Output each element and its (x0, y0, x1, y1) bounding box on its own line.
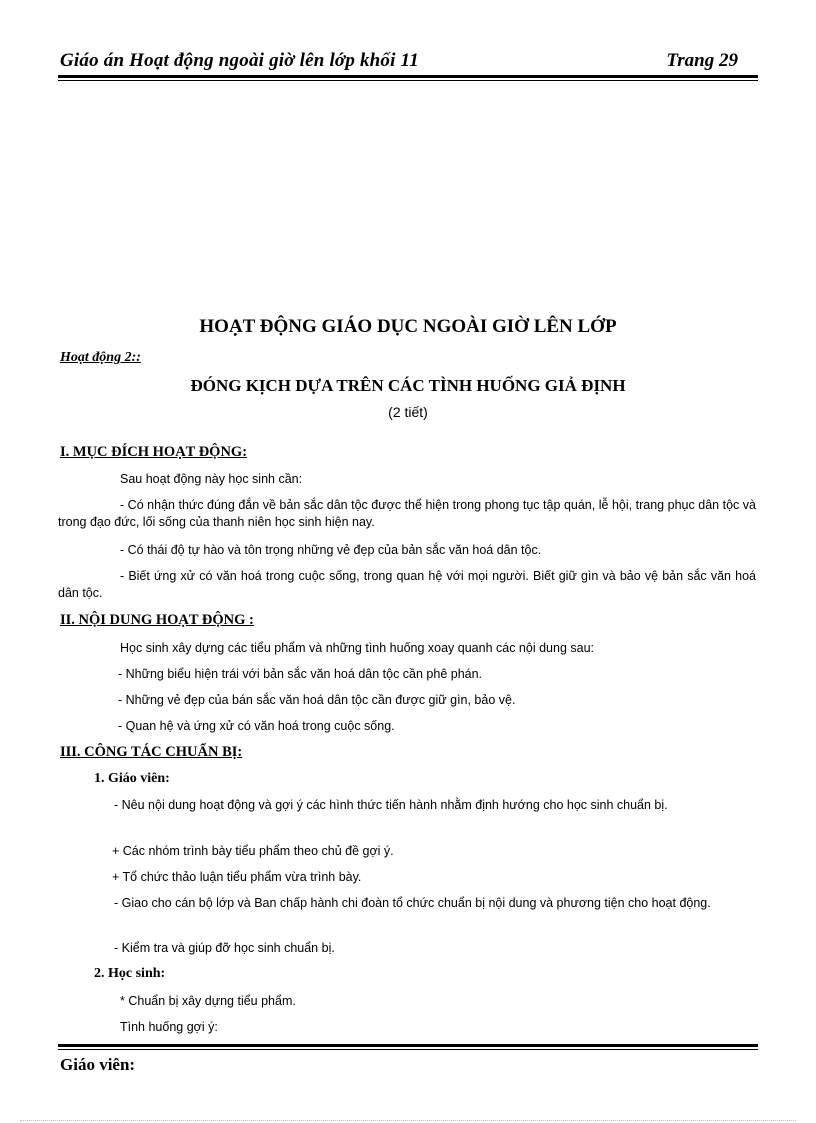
teacher-subheading: 1. Giáo viên: (94, 771, 170, 786)
section-2-heading: II. NỘI DUNG HOẠT ĐỘNG : (60, 612, 254, 628)
activity-title: ĐÓNG KỊCH DỰA TRÊN CÁC TÌNH HUỐNG GIẢ ĐỊNH (190, 376, 626, 395)
section-2-point-3: - Quan hệ và ứng xử có văn hoá trong cuộc sống. (118, 719, 395, 733)
duration-note: (2 tiết) (388, 404, 428, 420)
student-task-2: Tình huống gợi ý: (120, 1020, 218, 1034)
teacher-task-5: - Kiểm tra và giúp đỡ học sinh chuẩn bị. (114, 941, 335, 955)
activity-label: Hoạt động 2:: (60, 350, 141, 365)
section-3-heading: III. CÔNG TÁC CHUẨN BỊ: (60, 744, 243, 760)
teacher-task-1: - Nêu nội dung hoạt động và gợi ý các hình thức tiến hành nhằm định hướng cho học sinh chuẩn bị. (114, 798, 668, 812)
header-rule-thick (58, 75, 758, 78)
header-rule-thin (58, 80, 758, 81)
section-1-intro: Sau hoạt động này học sinh cần: (120, 472, 303, 486)
section-1-point-2: - Có thái độ tự hào và tôn trọng những vẻ đẹp của bản sắc văn hoá dân tộc. (120, 543, 542, 557)
section-2-intro: Học sinh xây dựng các tiểu phẩm và những tình huống xoay quanh các nội dung sau: (120, 641, 594, 655)
page-bottom-edge (20, 1120, 796, 1122)
student-task-1: * Chuẩn bị xây dựng tiểu phẩm. (120, 994, 296, 1008)
teacher-task-2: + Các nhóm trình bày tiểu phẩm theo chủ đề gợi ý. (112, 844, 394, 858)
footer-rule-thick (58, 1044, 758, 1047)
footer-rule-thin (58, 1049, 758, 1050)
header-page-number: Trang 29 (666, 50, 738, 71)
section-2-point-2: - Những vẻ đẹp của bán sắc văn hoá dân tộc cần được giữ gìn, bảo vệ. (118, 693, 516, 707)
header-title: Giáo án Hoạt động ngoài giờ lên lớp khối 11 (60, 50, 419, 71)
section-1-point-3: - Biết ứng xử có văn hoá trong cuộc sống, trong quan hệ với mọi người. Biết giữ gìn và bảo vệ bản sắc văn hoá dân tộc. (58, 569, 756, 600)
student-subheading: 2. Học sinh: (94, 966, 166, 981)
teacher-task-3: + Tổ chức thảo luận tiểu phẩm vừa trình bày. (112, 870, 362, 884)
section-1-heading: I. MỤC ĐÍCH HOẠT ĐỘNG: (60, 444, 248, 460)
footer-teacher-label: Giáo viên: (60, 1055, 136, 1074)
section-2-point-1: - Những biểu hiện trái với bản sắc văn hoá dân tộc cần phê phán. (118, 667, 483, 681)
main-title: HOẠT ĐỘNG GIÁO DỤC NGOÀI GIỜ LÊN LỚP (199, 316, 617, 337)
teacher-task-4: - Giao cho cán bộ lớp và Ban chấp hành chi đoàn tổ chức chuẩn bị nội dung và phương tiện cho hoạt động. (114, 896, 711, 910)
section-1-point-1: - Có nhận thức đúng đắn về bản sắc dân tộc được thể hiện trong phong tục tập quán, lễ hội, trang phục dân tộc và trong đạo đức, lối sống của thanh niên học sinh hiện nay. (58, 498, 756, 529)
